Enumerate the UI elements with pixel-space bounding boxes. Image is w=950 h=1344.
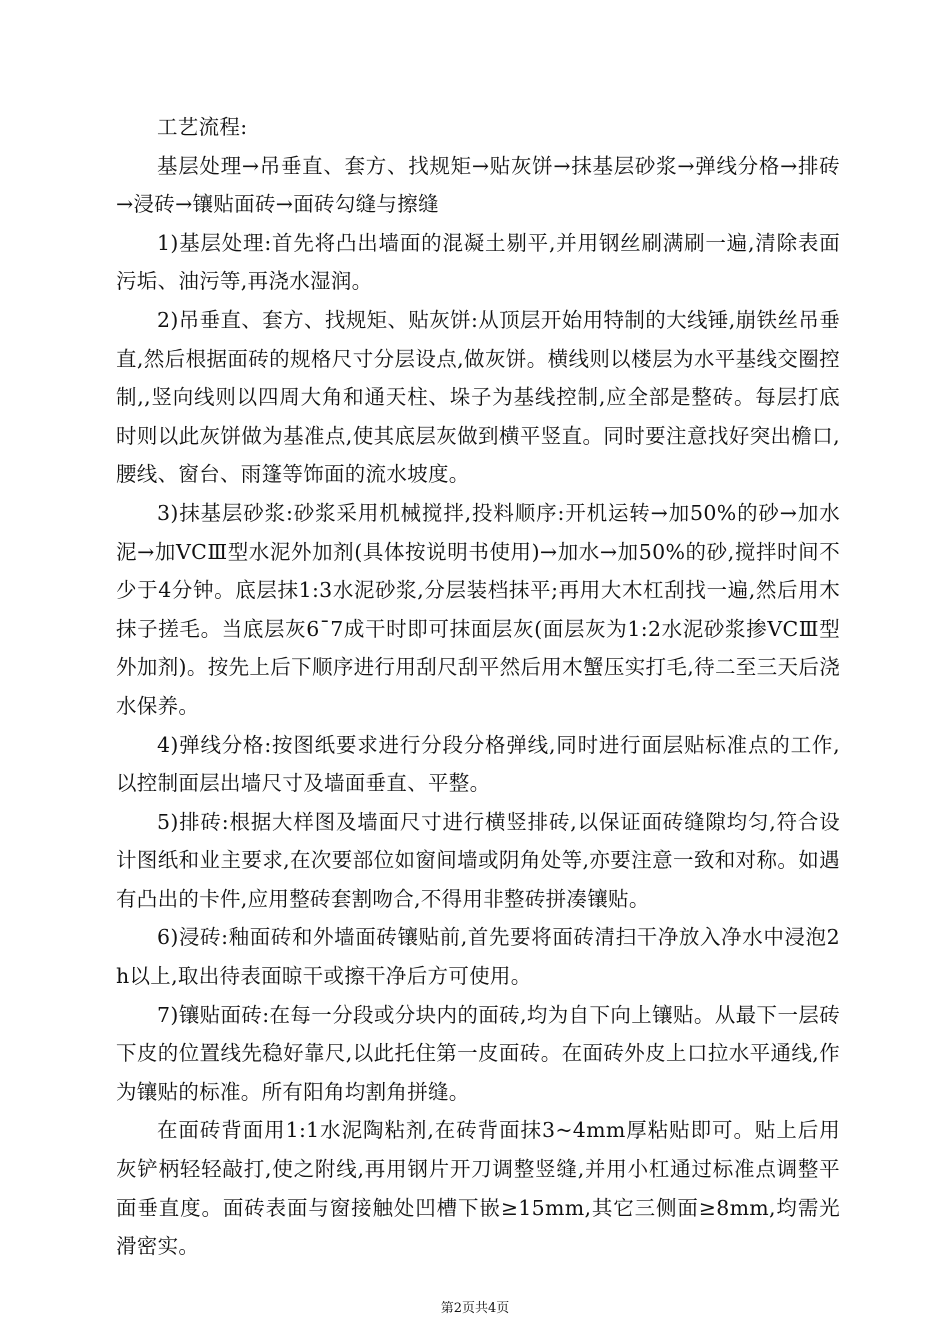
section-heading-process: 工艺流程: <box>157 115 248 139</box>
step-4-paragraph: 4)弹线分格:按图纸要求进行分段分格弹线,同时进行面层贴标准点的工作,以控制面层出墙尺寸及墙面垂直、平整。 <box>116 732 840 796</box>
step-7-paragraph: 7)镶贴面砖:在每一分段或分块内的面砖,均为自下向上镶贴。从最下一层砖下皮的位置线先稳好靠尺,以此托住第一皮面砖。在面砖外皮上口拉水平通线,作为镶贴的标准。所有阳角均割角拼缝。 <box>116 1002 840 1104</box>
step-2-paragraph: 2)吊垂直、套方、找规矩、贴灰饼:从顶层开始用特制的大线锤,崩铁丝吊垂直,然后根据面砖的规格尺寸分层设点,做灰饼。横线则以楼层为水平基线交圈控制,,竖向线则以四周大角和通天柱、垛子为基线控制,应全部是整砖。每层打底时则以此灰饼做为基准点,使其底层灰做到横平竖直。同时要注意找好突出檐口,腰线、窗台、雨篷等饰面的流水坡度。 <box>116 307 840 487</box>
step-7-continuation-paragraph: 在面砖背面用1:1水泥陶粘剂,在砖背面抹3~4mm厚粘贴即可。贴上后用灰铲柄轻轻敲打,使之附线,再用钢片开刀调整竖缝,并用小杠通过标准点调整平面垂直度。面砖表面与窗接触处凹槽下嵌≥15mm,其它三侧面≥8mm,均需光滑密实。 <box>116 1118 840 1259</box>
step-6-paragraph: 6)浸砖:釉面砖和外墙面砖镶贴前,首先要将面砖清扫干净放入净水中浸泡2h以上,取出待表面晾干或擦干净后方可使用。 <box>116 925 840 989</box>
step-1-paragraph: 1)基层处理:首先将凸出墙面的混凝土剔平,并用钢丝刷满刷一遍,清除表面污垢、油污等,再浇水湿润。 <box>116 230 840 294</box>
page-number-footer: 第2页共4页 <box>440 1301 510 1316</box>
process-flow-paragraph: 基层处理→吊垂直、套方、找规矩→贴灰饼→抹基层砂浆→弹线分格→排砖→浸砖→镶贴面砖→面砖勾缝与擦缝 <box>116 153 840 217</box>
step-5-paragraph: 5)排砖:根据大样图及墙面尺寸进行横竖排砖,以保证面砖缝隙均匀,符合设计图纸和业主要求,在次要部位如窗间墙或阴角处等,亦要注意一致和对称。如遇有凸出的卡件,应用整砖套割吻合,不得用非整砖拼凑镶贴。 <box>116 809 840 911</box>
document-body <box>116 108 840 1266</box>
step-3-paragraph: 3)抹基层砂浆:砂浆采用机械搅拌,投料顺序:开机运转→加50%的砂→加水泥→加VCⅢ型水泥外加剂(具体按说明书使用)→加水→加50%的砂,搅拌时间不少于4分钟。底层抹1:3水泥砂浆,分层装档抹平;再用大木杠刮找一遍,然后用木抹子搓毛。当底层灰6¯7成干时即可抹面层灰(面层灰为1:2水泥砂浆掺VCⅢ型外加剂)。按先上后下顺序进行用刮尺刮平然后用木蟹压实打毛,待二至三天后浇水保养。 <box>116 500 840 718</box>
